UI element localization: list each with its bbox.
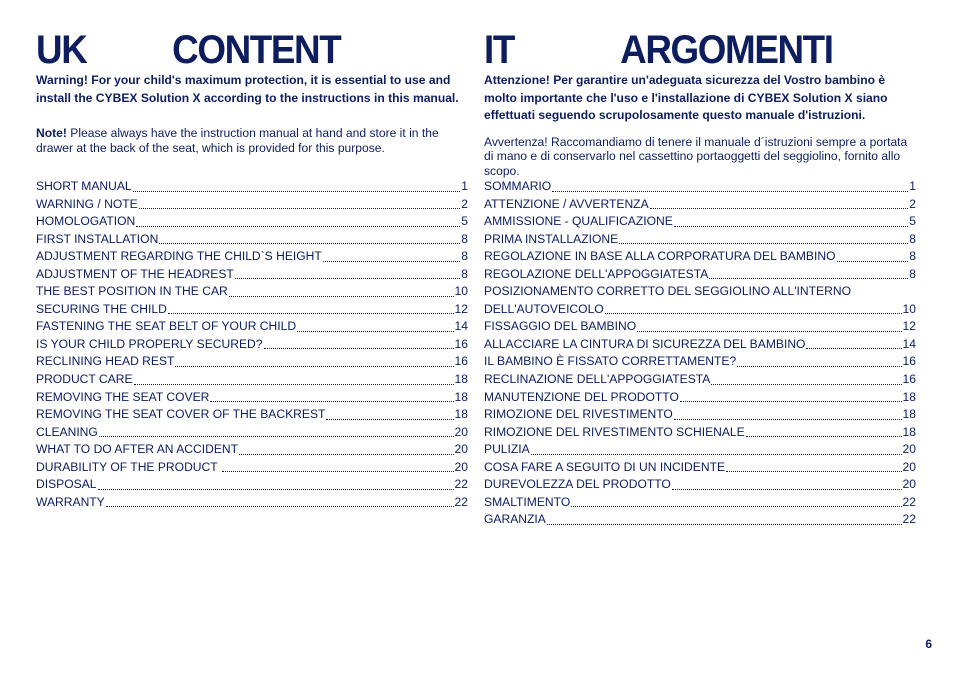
it-heading [484,28,881,70]
toc-entry[interactable] [484,301,916,319]
toc-leader-dots [99,436,454,437]
toc-page: 5 [461,214,468,229]
toc-leader-dots [239,454,454,455]
toc-leader-dots [168,313,454,314]
toc-label: DISPOSAL [36,477,97,492]
toc-leader-dots [297,331,453,332]
toc-entry[interactable] [484,353,916,371]
toc-leader-dots [672,489,902,490]
toc-page: 16 [902,354,916,369]
toc-page: 10 [454,284,468,299]
toc-leader-dots [552,191,908,192]
toc-label: WHAT TO DO AFTER AN ACCIDENT [36,442,239,457]
toc-entry[interactable] [36,459,468,477]
toc-label: COSA FARE A SEGUITO DI UN INCIDENTE [484,459,726,474]
toc-entry[interactable] [36,371,468,389]
toc-page: 14 [902,336,916,351]
toc-entry[interactable] [484,196,916,214]
toc-page: 18 [454,389,468,404]
toc-label: SMALTIMENTO [484,494,571,509]
toc-page: 20 [454,442,468,457]
toc-page: 8 [909,249,916,264]
toc-entry[interactable] [36,283,468,301]
toc-entry[interactable] [36,424,468,442]
toc-leader-dots [726,471,902,472]
toc-leader-dots [235,278,460,279]
toc-label: FIRST INSTALLATION [36,231,159,246]
toc-leader-dots [159,243,460,244]
uk-language-code: UK [36,28,87,72]
toc-leader-dots [133,191,461,192]
toc-leader-dots [531,454,902,455]
toc-page: 8 [461,266,468,281]
toc-page: 22 [902,494,916,509]
toc-leader-dots [650,208,909,209]
toc-page: 20 [902,477,916,492]
toc-label: REGOLAZIONE DELL'APPOGGIATESTA [484,266,709,281]
toc-entry[interactable] [484,511,916,529]
toc-label: ADJUSTMENT OF THE HEADREST [36,266,234,281]
toc-entry[interactable] [36,336,468,354]
toc-entry[interactable] [36,476,468,494]
it-note: Avvertenza! Raccomandiamo di tenere il manuale d´istruzioni sempre a portata di mano e di conservarlo nel cassettino portaoggetti del seggiolino, fornito allo scopo. [484,134,908,178]
toc-label: REGOLAZIONE IN BASE ALLA CORPORATURA DEL BAMBINO [484,249,836,264]
toc-page: 2 [461,196,468,211]
toc-entry[interactable] [484,441,916,459]
toc-leader-dots [619,243,908,244]
toc-page: 18 [902,424,916,439]
toc-label: ALLACCIARE LA CINTURA DI SICUREZZA DEL BAMBINO [484,336,806,351]
toc-entry[interactable] [484,231,916,249]
toc-entry[interactable] [484,336,916,354]
toc-label: IL BAMBINO È FISSATO CORRETTAMENTE? [484,354,737,369]
toc-page: 18 [902,389,916,404]
it-title: ARGOMENTI [620,28,833,72]
uk-table-of-contents [36,178,468,511]
toc-page: 14 [454,319,468,334]
toc-leader-dots [711,384,901,385]
toc-label: SOMMARIO [484,179,552,193]
toc-entry[interactable] [36,389,468,407]
toc-entry[interactable] [484,371,916,389]
toc-label: FASTENING THE SEAT BELT OF YOUR CHILD [36,319,297,334]
toc-page: 20 [902,459,916,474]
toc-page: 16 [454,336,468,351]
toc-leader-dots [106,506,454,507]
toc-leader-dots [680,401,902,402]
toc-entry[interactable] [484,494,916,512]
uk-note-label: Note! [36,126,67,141]
toc-entry[interactable] [36,406,468,424]
toc-entry[interactable] [36,178,468,196]
toc-label: THE BEST POSITION IN THE CAR [36,284,228,299]
toc-page: 16 [454,354,468,369]
toc-label: DUREVOLEZZA DEL PRODOTTO [484,477,671,492]
toc-leader-dots [571,506,901,507]
toc-label: ATTENZIONE / AVVERTENZA [484,196,649,211]
toc-leader-dots [709,278,908,279]
uk-heading [36,28,433,70]
toc-page: 1 [461,179,468,193]
toc-label: AMMISSIONE - QUALIFICAZIONE [484,214,673,229]
toc-page: 10 [902,301,916,316]
toc-entry[interactable] [484,248,916,266]
it-section [484,28,916,178]
toc-page: 20 [902,442,916,457]
toc-entry[interactable] [484,459,916,477]
toc-entry[interactable] [36,248,468,266]
toc-label: DELL'AUTOVEICOLO [484,301,604,316]
toc-leader-dots [139,208,461,209]
toc-entry[interactable] [484,266,916,284]
toc-page: 12 [454,301,468,316]
uk-section [36,28,468,155]
toc-leader-dots [837,261,909,262]
toc-label: MANUTENZIONE DEL PRODOTTO [484,389,679,404]
toc-leader-dots [326,419,453,420]
toc-leader-dots [229,296,454,297]
uk-note-text: Please always have the instruction manual at hand and store it in the drawer at the back of the seat, which is provided for this purpose. [36,126,439,155]
toc-label: PRIMA INSTALLAZIONE [484,231,619,246]
toc-label: WARRANTY [36,494,105,509]
it-table-of-contents [484,178,916,529]
toc-leader-dots [806,348,901,349]
toc-label: PULIZIA [484,442,530,457]
toc-leader-dots [674,419,902,420]
toc-page: 8 [909,231,916,246]
toc-label: PRODUCT CARE [36,372,133,387]
toc-entry[interactable] [36,196,468,214]
toc-leader-dots [637,331,901,332]
toc-leader-dots [134,384,454,385]
toc-entry[interactable] [484,476,916,494]
toc-label: RECLINING HEAD REST [36,354,175,369]
toc-entry[interactable] [36,318,468,336]
toc-leader-dots [323,261,460,262]
toc-label: IS YOUR CHILD PROPERLY SECURED? [36,336,263,351]
toc-page: 12 [902,319,916,334]
toc-page: 22 [902,512,916,527]
toc-leader-dots [674,226,908,227]
toc-entry[interactable] [484,178,916,196]
toc-label: CLEANING [36,424,98,439]
it-language-code: IT [484,28,514,72]
uk-warning: Warning! For your child's maximum protection, it is essential to use and install the CYBEX Solution X according to the instructions in this manual. [36,73,459,105]
toc-page: 18 [454,372,468,387]
toc-page: 8 [461,231,468,246]
toc-leader-dots [746,436,902,437]
toc-page: 5 [909,214,916,229]
toc-page: 22 [454,494,468,509]
toc-label: RIMOZIONE DEL RIVESTIMENTO SCHIENALE [484,424,745,439]
toc-page: 20 [454,424,468,439]
toc-leader-dots [210,401,453,402]
toc-label: WARNING / NOTE [36,196,138,211]
uk-note [36,126,468,155]
toc-label: DURABILITY OF THE PRODUCT [36,459,221,474]
toc-entry[interactable] [36,213,468,231]
toc-page: 8 [461,249,468,264]
toc-leader-dots [98,489,454,490]
toc-page: 1 [909,179,916,193]
it-warning: Attenzione! Per garantire un'adeguata sicurezza del Vostro bambino è molto importante che l'uso e l'installazione di CYBEX Solution X siano effettuati seguendo scrupolosamente questo manuale d'istruzioni. [484,73,888,123]
toc-entry[interactable] [36,494,468,512]
toc-leader-dots [264,348,454,349]
toc-entry[interactable] [36,266,468,284]
toc-page: 22 [454,477,468,492]
toc-label: SECURING THE CHILD [36,301,167,316]
toc-label: POSIZIONAMENTO CORRETTO DEL SEGGIOLINO ALL'INTERNO [484,284,851,299]
page-number: 6 [925,637,932,651]
toc-leader-dots [737,366,901,367]
toc-entry[interactable] [36,301,468,319]
toc-leader-dots [175,366,453,367]
toc-page: 20 [454,459,468,474]
toc-entry[interactable] [484,318,916,336]
toc-entry[interactable] [36,231,468,249]
toc-leader-dots [136,226,460,227]
toc-page: 2 [909,196,916,211]
toc-page: 16 [902,372,916,387]
toc-label: ADJUSTMENT REGARDING THE CHILD`S HEIGHT [36,249,322,264]
toc-label: HOMOLOGATION [36,214,136,229]
toc-label: GARANZIA [484,512,546,527]
uk-title: CONTENT [172,28,341,72]
toc-leader-dots [547,524,902,525]
toc-entry[interactable] [484,389,916,407]
toc-label: RECLINAZIONE DELL'APPOGGIATESTA [484,372,711,387]
toc-page: 18 [454,407,468,422]
toc-entry[interactable] [484,213,916,231]
toc-label: RIMOZIONE DEL RIVESTIMENTO [484,407,673,422]
toc-leader-dots [605,313,902,314]
toc-label: FISSAGGIO DEL BAMBINO [484,319,637,334]
toc-entry[interactable] [36,441,468,459]
toc-entry[interactable] [484,424,916,442]
toc-leader-dots [222,471,454,472]
toc-entry[interactable] [36,353,468,371]
toc-label: SHORT MANUAL [36,179,132,193]
toc-page: 8 [909,266,916,281]
toc-entry[interactable] [484,406,916,424]
toc-entry-first-line[interactable] [484,283,916,301]
toc-label: REMOVING THE SEAT COVER [36,389,210,404]
toc-label: REMOVING THE SEAT COVER OF THE BACKREST [36,407,326,422]
toc-page: 18 [902,407,916,422]
